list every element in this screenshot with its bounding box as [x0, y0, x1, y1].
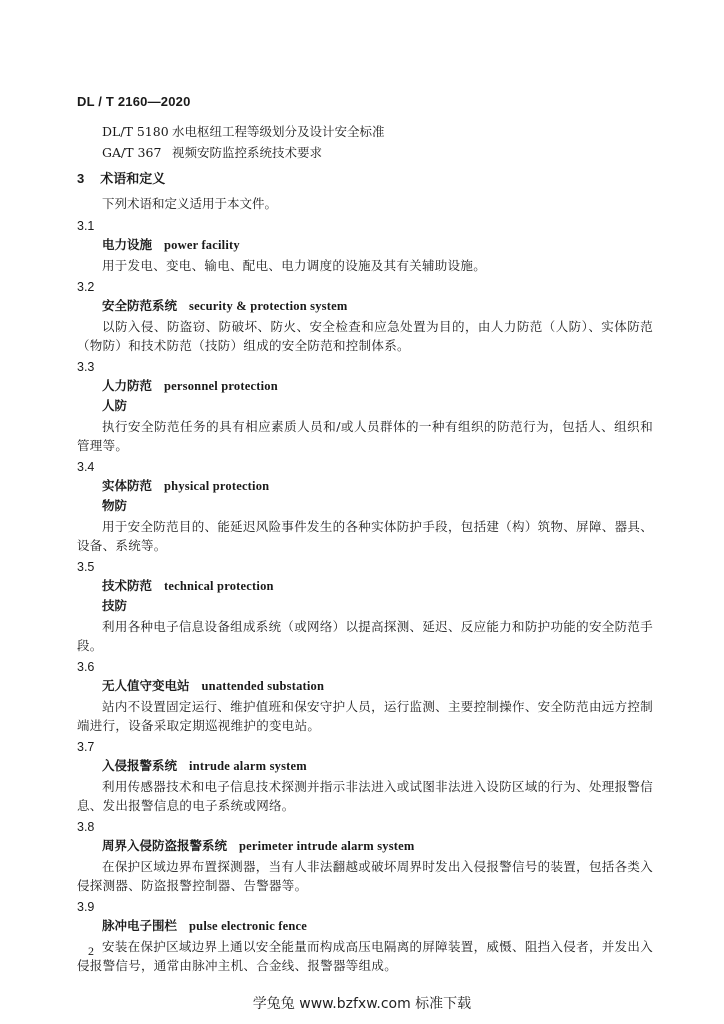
reference-code: DL/T 5180 — [102, 124, 169, 139]
term-english: pulse electronic fence — [189, 919, 308, 933]
term-english: unattended substation — [201, 679, 325, 693]
term-english: physical protection — [164, 479, 270, 493]
reference-code: GA/T 367 — [102, 145, 162, 160]
term-number: 3.1 — [77, 219, 95, 233]
term-chinese: 无人值守变电站 — [102, 678, 190, 693]
term-english: power facility — [164, 238, 240, 252]
term-english: personnel protection — [164, 379, 278, 393]
term-english: security & protection system — [189, 299, 348, 313]
term-entry — [77, 357, 653, 455]
page-number: 2 — [88, 944, 94, 958]
term-definition: 以防入侵、防盗窃、防破坏、防火、安全检查和应急处置为目的，由人力防范（人防）、实体防范（物防）和技术防范（技防）组成的安全防范和控制体系。 — [77, 319, 653, 353]
term-title — [77, 757, 653, 775]
term-title — [77, 577, 653, 595]
term-entry — [77, 897, 653, 975]
term-english: perimeter intrude alarm system — [239, 839, 415, 853]
term-entry — [77, 737, 653, 815]
term-entry — [77, 277, 653, 355]
term-chinese: 安全防范系统 — [102, 298, 178, 313]
term-abbreviation: 人防 — [102, 398, 128, 413]
term-title — [77, 917, 653, 935]
term-title — [77, 297, 653, 315]
term-definition: 在保护区域边界布置探测器，当有人非法翻越或破坏周界时发出入侵报警信号的装置，包括各类入侵探测器、防盗报警控制器、告警器等。 — [77, 859, 653, 893]
term-definition: 利用传感器技术和电子信息技术探测并指示非法进入或试图非法进入设防区域的行为、处理报警信息、发出报警信息的电子系统或网络。 — [77, 779, 653, 813]
watermark-footer: 学兔兔 www.bzfxw.com 标准下载 — [252, 996, 472, 1012]
term-chinese: 人力防范 — [102, 378, 153, 393]
term-definition: 利用各种电子信息设备组成系统（或网络）以提高探测、延迟、反应能力和防护功能的安全防范手段。 — [77, 619, 653, 653]
term-chinese: 电力设施 — [102, 237, 153, 252]
section-number: 3 — [77, 171, 85, 186]
reference-item — [102, 121, 385, 142]
term-number: 3.2 — [77, 280, 95, 294]
document-code: DL / T 2160—2020 — [77, 94, 191, 109]
reference-item — [102, 142, 385, 163]
reference-title: 视频安防监控系统技术要求 — [172, 145, 323, 160]
term-chinese: 实体防范 — [102, 478, 153, 493]
term-english: technical protection — [164, 579, 274, 593]
term-entry — [77, 817, 653, 895]
section-intro: 下列术语和定义适用于本文件。 — [102, 196, 278, 211]
term-definition: 安装在保护区域边界上通以安全能量而构成高压电隔离的屏障装置，威慑、阻挡入侵者，并发出入侵报警信号，通常由脉冲主机、合金线、报警器等组成。 — [77, 939, 653, 973]
term-number: 3.8 — [77, 820, 95, 834]
term-number: 3.6 — [77, 660, 95, 674]
term-chinese: 脉冲电子围栏 — [102, 918, 178, 933]
term-entry — [77, 457, 653, 555]
term-title — [77, 477, 653, 495]
term-chinese: 入侵报警系统 — [102, 758, 178, 773]
term-definition: 用于发电、变电、输电、配电、电力调度的设施及其有关辅助设施。 — [102, 258, 487, 273]
term-entry — [77, 216, 653, 275]
term-chinese: 周界入侵防盗报警系统 — [102, 838, 228, 853]
term-number: 3.3 — [77, 360, 95, 374]
term-title — [77, 837, 653, 855]
term-abbreviation: 物防 — [102, 498, 128, 513]
term-abbreviation: 技防 — [102, 598, 128, 613]
section-title: 术语和定义 — [100, 172, 166, 187]
term-entry — [77, 557, 653, 655]
term-title — [77, 377, 653, 395]
term-number: 3.4 — [77, 460, 95, 474]
reference-title: 水电枢纽工程等级划分及设计安全标准 — [172, 124, 385, 139]
term-definition: 用于安全防范目的、能延迟风险事件发生的各种实体防护手段，包括建（构）筑物、屏障、器具、设备、系统等。 — [77, 519, 653, 553]
terms-list — [77, 216, 653, 977]
term-chinese: 技术防范 — [102, 578, 153, 593]
term-title — [77, 677, 653, 695]
normative-references — [102, 121, 385, 163]
term-entry — [77, 657, 653, 735]
term-number: 3.9 — [77, 900, 95, 914]
term-definition: 站内不设置固定运行、维护值班和保安守护人员，运行监测、主要控制操作、安全防范由远方控制端进行，设备采取定期巡视维护的变电站。 — [77, 699, 653, 733]
term-number: 3.7 — [77, 740, 95, 754]
section-heading — [77, 168, 165, 187]
term-definition: 执行安全防范任务的具有相应素质人员和/或人员群体的一种有组织的防范行为，包括人、组织和管理等。 — [77, 419, 653, 453]
term-english: intrude alarm system — [189, 759, 307, 773]
term-number: 3.5 — [77, 560, 95, 574]
term-title — [77, 236, 653, 254]
